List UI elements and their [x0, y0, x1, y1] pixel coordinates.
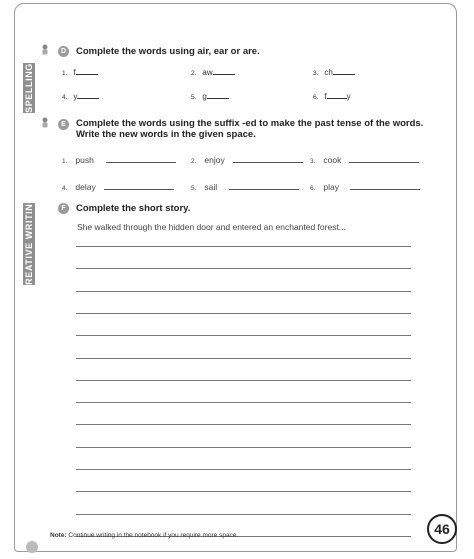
note-label: Note:	[50, 532, 67, 539]
creative-writing-tab	[23, 196, 35, 292]
base-word: push	[75, 155, 94, 165]
answer-blank[interactable]	[327, 97, 347, 99]
item-number: 2.	[191, 158, 197, 165]
item-number: 5.	[191, 94, 197, 101]
item-number: 6.	[313, 94, 319, 101]
item-number: 2.	[191, 70, 197, 77]
item-number: 1.	[62, 70, 68, 77]
writing-line[interactable]	[76, 358, 411, 359]
base-word: cook	[323, 155, 342, 165]
writing-line[interactable]	[76, 246, 411, 247]
mascot-icon	[40, 44, 50, 56]
answer-line[interactable]	[350, 188, 420, 190]
item-number: 3.	[310, 158, 316, 165]
page-number: 46	[427, 514, 457, 544]
item-number: 4.	[62, 185, 68, 192]
writing-line[interactable]	[76, 291, 411, 292]
section-e-item-6	[310, 182, 420, 192]
section-e-item-2	[191, 155, 303, 165]
writing-line[interactable]	[76, 380, 411, 381]
note-text: Continue writing in the notebook if you require more space.	[68, 532, 239, 539]
answer-blank[interactable]	[76, 73, 98, 75]
section-f-badge: F	[58, 203, 69, 214]
word-start: g	[202, 92, 207, 101]
answer-blank[interactable]	[207, 97, 229, 99]
item-number: 5.	[191, 185, 197, 192]
writing-line[interactable]	[76, 469, 411, 470]
section-d-badge: D	[58, 46, 69, 57]
corner-decoration	[26, 541, 38, 553]
section-d-item-3	[313, 68, 355, 77]
writing-line[interactable]	[76, 514, 411, 515]
answer-blank[interactable]	[333, 73, 355, 75]
answer-blank[interactable]	[213, 73, 235, 75]
item-number: 4.	[62, 94, 68, 101]
section-e-item-5	[191, 182, 299, 192]
spelling-tab-label: SPELLING	[24, 63, 34, 113]
section-e-item-4	[62, 182, 174, 192]
answer-line[interactable]	[104, 188, 174, 190]
base-word: delay	[75, 182, 96, 192]
spelling-tab	[23, 63, 35, 113]
writing-line[interactable]	[76, 313, 411, 314]
section-e-badge: E	[58, 119, 69, 130]
answer-line[interactable]	[106, 161, 176, 163]
creative-writing-tab-label: CREATIVE WRITING	[24, 196, 34, 292]
word-end: y	[346, 92, 351, 101]
word-start: aw	[202, 68, 213, 77]
section-f-instruction: Complete the short story.	[76, 203, 191, 214]
writing-line[interactable]	[76, 335, 411, 336]
section-e-instruction-2: Write the new words in the given space.	[76, 129, 256, 140]
section-d-instruction: Complete the words using air, ear or are.	[76, 46, 260, 57]
note	[50, 532, 238, 539]
writing-line[interactable]	[76, 424, 411, 425]
word-start: f	[324, 92, 327, 101]
word-start: ch	[324, 68, 333, 77]
section-e-item-3	[310, 155, 419, 165]
mascot-icon	[40, 117, 50, 129]
answer-line[interactable]	[229, 188, 299, 190]
answer-line[interactable]	[349, 161, 419, 163]
writing-line[interactable]	[76, 447, 411, 448]
answer-line[interactable]	[233, 161, 303, 163]
story-prompt: She walked through the hidden door and entered an enchanted forest...	[77, 222, 346, 232]
base-word: play	[323, 182, 340, 192]
word-start: f	[73, 68, 76, 77]
section-e-item-1	[62, 155, 176, 165]
answer-blank[interactable]	[77, 97, 99, 99]
item-number: 1.	[62, 158, 68, 165]
writing-line[interactable]	[76, 402, 411, 403]
item-number: 3.	[313, 70, 319, 77]
section-e-instruction-1: Complete the words using the suffix -ed to make the past tense of the words.	[76, 118, 424, 129]
section-d-item-1	[62, 68, 98, 77]
writing-line[interactable]	[76, 491, 411, 492]
section-d-item-5	[191, 92, 229, 101]
section-d-item-4	[62, 92, 99, 101]
section-d-item-6	[313, 92, 351, 101]
writing-line[interactable]	[76, 268, 411, 269]
section-d-item-2	[191, 68, 235, 77]
base-word: sail	[204, 182, 218, 192]
item-number: 6.	[310, 185, 316, 192]
base-word: enjoy	[204, 155, 225, 165]
word-start: y	[73, 92, 78, 101]
